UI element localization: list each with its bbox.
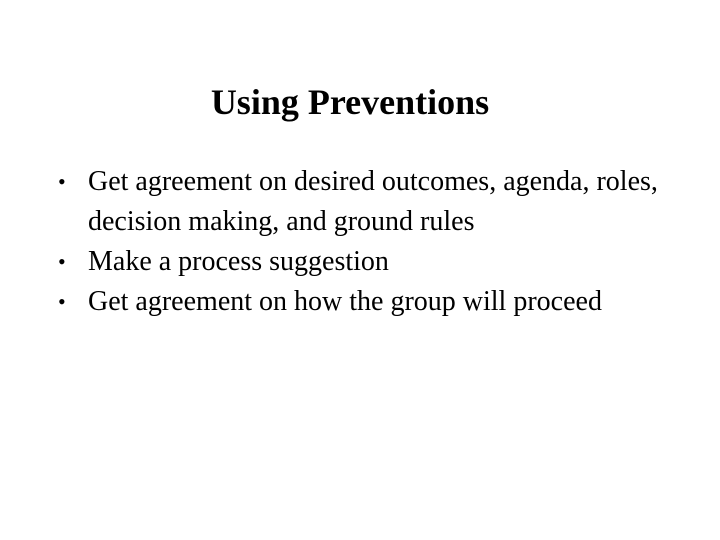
bullet-item xyxy=(58,242,678,282)
bullet-list xyxy=(58,162,678,322)
bullet-text: Make a process suggestion xyxy=(88,246,389,277)
slide-title: Using Preventions xyxy=(210,82,490,122)
bullet-text: Get agreement on how the group will proceed xyxy=(88,286,602,317)
bullet-item xyxy=(58,282,678,322)
bullet-text: Get agreement on desired outcomes, agenda, roles, decision making, and ground rules xyxy=(88,166,658,237)
bullet-item xyxy=(58,162,678,242)
bullet-marker: • xyxy=(58,249,66,274)
bullet-marker: • xyxy=(58,289,66,314)
bullet-marker: • xyxy=(58,169,66,194)
